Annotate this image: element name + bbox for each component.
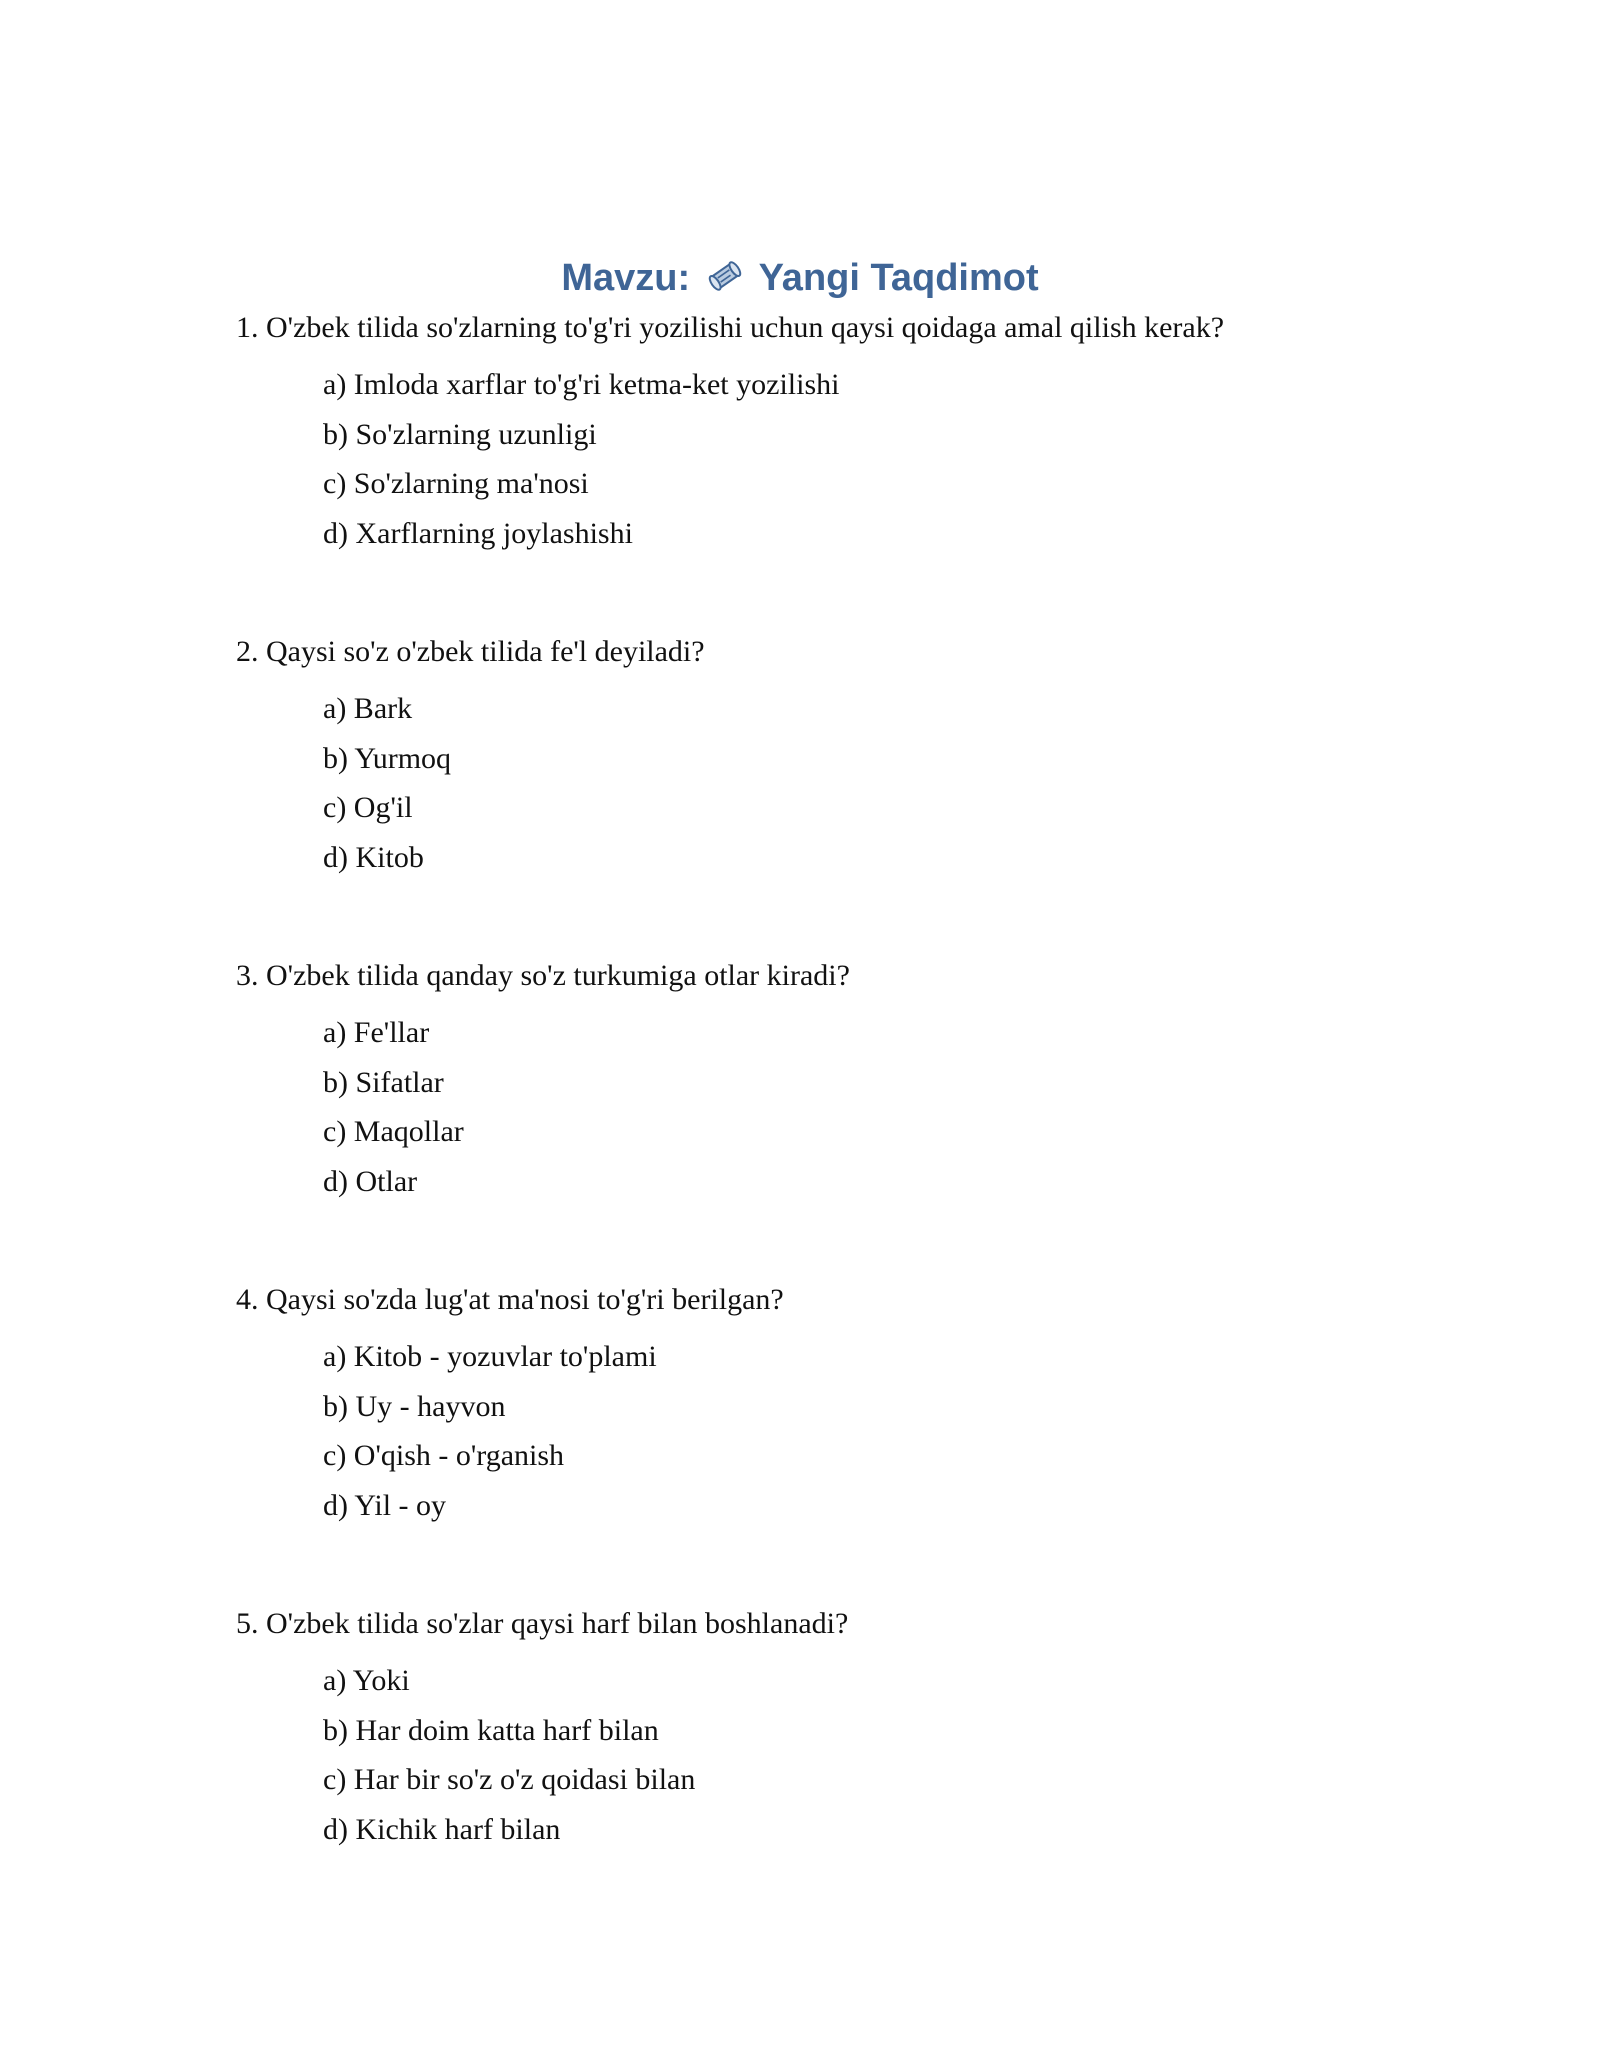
question-block-3 <box>236 956 1436 1211</box>
option-item: a) Kitob - yozuvlar to'plami <box>323 1340 657 1373</box>
question-text: 4. Qaysi so'zda lug'at ma'nosi to'g'ri berilgan? <box>236 1283 784 1316</box>
option-item: a) Bark <box>323 692 413 725</box>
option-item: d) Kitob <box>323 840 424 874</box>
title-text: Yangi Taqdimot <box>758 257 1039 299</box>
option-item: b) So'zlarning uzunligi <box>323 417 597 451</box>
option-item: b) Har doim katta harf bilan <box>323 1713 659 1747</box>
option-item: c) Har bir so'z o'z qoidasi bilan <box>323 1763 696 1796</box>
question-text: 2. Qaysi so'z o'zbek tilida fe'l deyiladi? <box>236 635 705 668</box>
option-list <box>323 365 1436 563</box>
option-list <box>323 689 1436 887</box>
page-title <box>0 250 1600 306</box>
option-item: b) Yurmoq <box>323 741 452 775</box>
option-item: d) Xarflarning joylashishi <box>323 516 633 550</box>
option-list <box>323 1013 1436 1211</box>
option-item: d) Otlar <box>323 1164 418 1198</box>
scroll-icon <box>705 256 745 296</box>
question-block-5 <box>236 1604 1436 1859</box>
question-block-4 <box>236 1280 1436 1535</box>
option-list <box>323 1337 1436 1535</box>
question-text: 5. O'zbek tilida so'zlar qaysi harf bilan boshlanadi? <box>236 1607 849 1640</box>
question-text: 3. O'zbek tilida qanday so'z turkumiga otlar kiradi? <box>236 959 850 992</box>
option-item: c) So'zlarning ma'nosi <box>323 467 589 500</box>
option-item: d) Kichik harf bilan <box>323 1812 561 1846</box>
question-block-1 <box>236 308 1436 563</box>
title-prefix: Mavzu: <box>561 257 691 299</box>
option-item: b) Sifatlar <box>323 1065 444 1099</box>
option-item: a) Yoki <box>323 1664 410 1697</box>
option-item: a) Fe'llar <box>323 1016 430 1049</box>
option-item: a) Imloda xarflar to'g'ri ketma-ket yozilishi <box>323 368 840 401</box>
option-list <box>323 1661 1436 1859</box>
option-item: c) Og'il <box>323 791 413 824</box>
option-item: d) Yil - oy <box>323 1488 447 1522</box>
question-text: 1. O'zbek tilida so'zlarning to'g'ri yozilishi uchun qaysi qoidaga amal qilish kerak? <box>236 311 1225 344</box>
option-item: b) Uy - hayvon <box>323 1389 506 1423</box>
option-item: c) Maqollar <box>323 1115 464 1148</box>
option-item: c) O'qish - o'rganish <box>323 1439 565 1472</box>
question-block-2 <box>236 632 1436 887</box>
